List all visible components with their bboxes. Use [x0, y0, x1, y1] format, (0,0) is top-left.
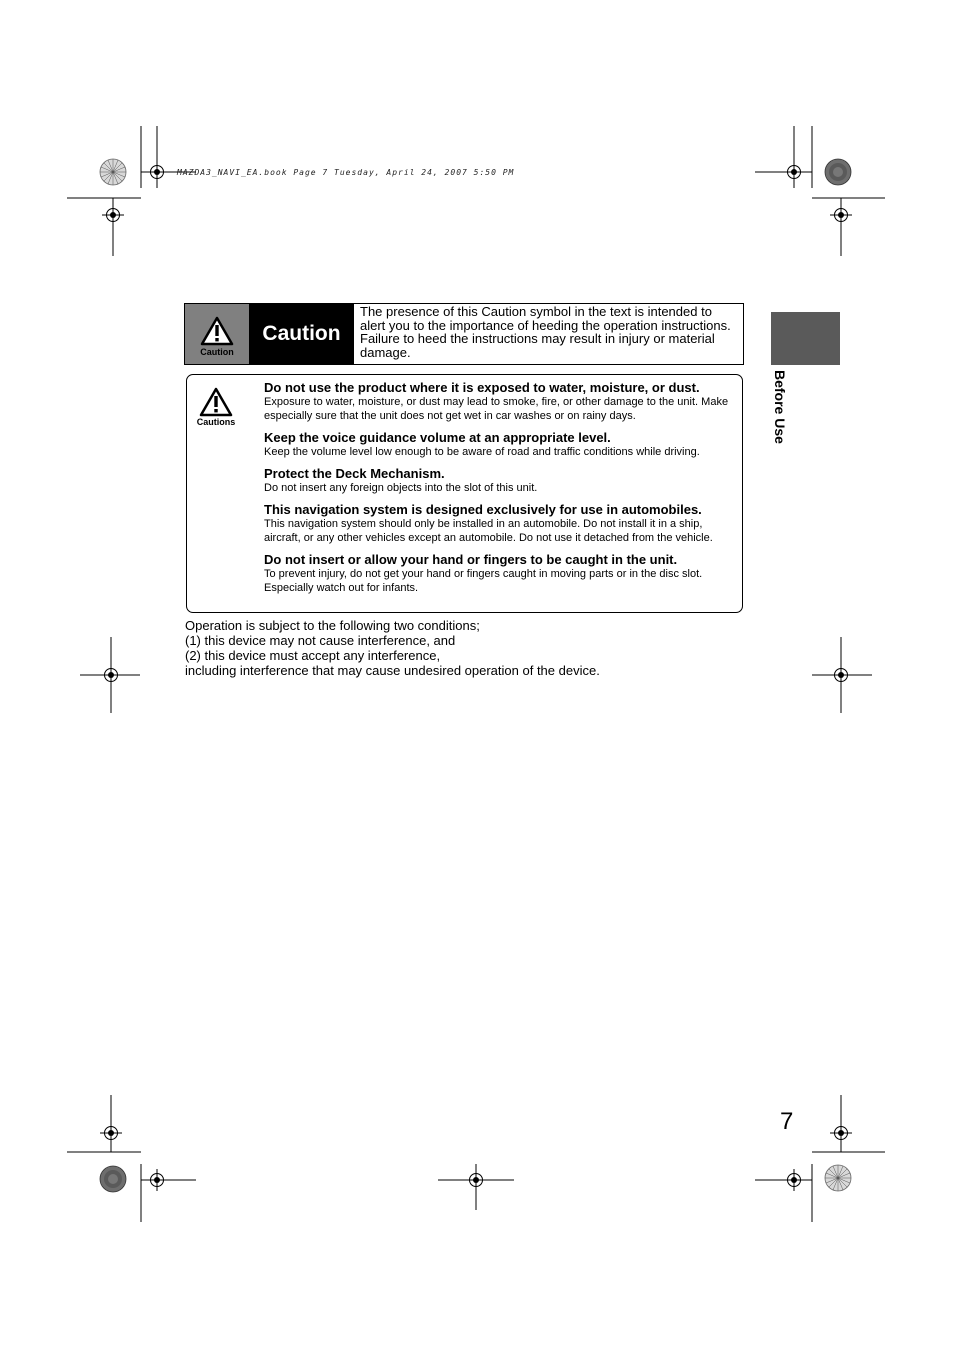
- cautions-icon-group: [196, 387, 236, 427]
- caution-item-title: Protect the Deck Mechanism.: [264, 466, 445, 481]
- banner-icon-cell: [185, 304, 249, 364]
- condition-line: (2) this device must accept any interference,: [185, 648, 441, 663]
- print-header: MAZDA3_NAVI_EA.book Page 7 Tuesday, April 24, 2007 5:50 PM: [177, 168, 515, 177]
- caution-item: [264, 380, 738, 423]
- section-tab: [771, 312, 840, 365]
- caution-banner: [184, 303, 744, 365]
- caution-item-body: Keep the volume level low enough to be aware of road and traffic conditions while driving.: [264, 446, 700, 458]
- banner-description: The presence of this Caution symbol in the text is intended to alert you to the importance of heeding the operation instructions. Failure to heed the instructions may result in injury or material damage.: [360, 304, 731, 360]
- warning-icon: [200, 316, 234, 346]
- section-label: Before Use: [772, 370, 788, 444]
- operating-conditions: [185, 618, 600, 678]
- condition-line: Operation is subject to the following two conditions;: [185, 618, 480, 633]
- caution-item: [264, 552, 738, 595]
- caution-item: [264, 466, 738, 495]
- caution-item-title: Do not use the product where it is exposed to water, moisture, or dust.: [264, 380, 700, 395]
- cautions-icon-caption: Cautions: [196, 417, 236, 427]
- caution-item-title: Keep the voice guidance volume at an appropriate level.: [264, 430, 611, 445]
- caution-item: [264, 430, 738, 459]
- banner-icon-caption: Caution: [200, 346, 234, 357]
- caution-item-body: To prevent injury, do not get your hand or fingers caught in moving parts or in the disc slot. Especially watch out for infants.: [264, 568, 703, 594]
- caution-item: [264, 502, 738, 545]
- caution-item-title: Do not insert or allow your hand or fingers to be caught in the unit.: [264, 552, 678, 567]
- caution-item-body: Exposure to water, moisture, or dust may lead to smoke, fire, or other damage to the unit. Make especially sure that the unit does not get wet in car washes or on rainy days.: [264, 396, 729, 422]
- page-number: 7: [780, 1108, 794, 1135]
- condition-line: (1) this device may not cause interference, and: [185, 633, 456, 648]
- caution-item-body: Do not insert any foreign objects into the slot of this unit.: [264, 482, 538, 494]
- condition-line: including interference that may cause undesired operation of the device.: [185, 663, 600, 678]
- banner-title: Caution: [249, 304, 354, 364]
- cautions-box: [186, 374, 743, 613]
- caution-item-title: This navigation system is designed exclusively for use in automobiles.: [264, 502, 702, 517]
- warning-icon: [199, 387, 233, 417]
- caution-items: [264, 380, 738, 602]
- caution-item-body: This navigation system should only be installed in an automobile. Do not install it in a ship, aircraft, or any other vehicles except an automobile. Do not use it detached from the vehicle.: [264, 518, 713, 544]
